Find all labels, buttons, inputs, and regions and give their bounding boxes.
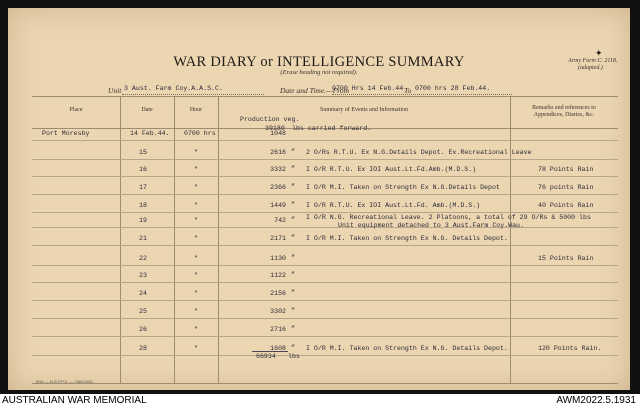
diary-page xyxy=(8,8,630,390)
unit-label: Unit xyxy=(108,86,122,95)
ditto-mark-icon: ” xyxy=(291,255,296,263)
row-date: 16 xyxy=(139,166,147,173)
row-production: 3332 xyxy=(270,166,286,173)
table-row-rule xyxy=(32,159,618,160)
row-event: I O/R M.I. Taken on Strength Ex N.G. Details Depot. xyxy=(306,345,508,352)
row-production: 1122 xyxy=(270,272,286,279)
table-row-rule xyxy=(32,282,618,283)
row-hour: 0700 hrs xyxy=(184,130,216,137)
unit-value: 3 Aust. Farm Coy.A.A.S.C. xyxy=(124,85,223,92)
row-date: 26 xyxy=(139,326,147,333)
row-production: 2366 xyxy=(270,184,286,191)
row-hour: " xyxy=(194,308,198,315)
row-hour: " xyxy=(194,149,198,156)
row-date: 15 xyxy=(139,149,147,156)
row-event: I O/R M.I. Taken on Strength Ex N.G. Details Depot. xyxy=(306,235,508,242)
page-title: WAR DIARY or INTELLIGENCE SUMMARY xyxy=(173,54,465,70)
table-bottom-rule xyxy=(32,383,618,384)
archive-name: AUSTRALIAN WAR MEMORIAL xyxy=(2,395,147,406)
print-line: B/W — N.G.P.P.S. — 7/66/1943. xyxy=(36,379,94,384)
row-production: 1449 xyxy=(270,202,286,209)
table-row-rule xyxy=(32,140,618,141)
row-event: 2 O/Rs R.T.U. Ex N.G.Details Depot. Ex.Recreational Leave xyxy=(306,149,532,156)
row-production: 1608 xyxy=(270,345,286,352)
row-hour: " xyxy=(194,184,198,191)
row-date: 17 xyxy=(139,184,147,191)
ditto-mark-icon: ” xyxy=(291,166,296,174)
date-time-label: Date and Time.—From xyxy=(280,86,350,95)
date-underline xyxy=(332,94,512,95)
from-value: 0700 Hrs 14 Feb.44 xyxy=(332,85,404,92)
row-event: I O/R N.G. Recreational Leave. 2 Platoons, a total of 29 O/Rs & 5000 lbs xyxy=(306,214,591,221)
totals-value: 66934 xyxy=(256,353,276,360)
ditto-mark-icon: ” xyxy=(291,326,296,334)
row-production: 2171 xyxy=(270,235,286,242)
row-production: 1048 xyxy=(270,130,286,137)
ditto-mark-icon: ” xyxy=(291,184,296,192)
row-event-continued: Unit equipment detached to 3 Aust.Farm Coy.Wau. xyxy=(338,222,524,229)
row-date: 25 xyxy=(139,308,147,315)
ditto-mark-icon: ” xyxy=(291,272,296,280)
row-hour: " xyxy=(194,345,198,352)
ditto-mark-icon: ” xyxy=(291,202,296,210)
row-event: I O/R R.T.U. Ex IOI Aust.Lt.Fd.Amb.(M.D.S.) xyxy=(306,166,477,173)
row-hour: " xyxy=(194,326,198,333)
col-header-remarks-2: Appendices, Diaries, &c. xyxy=(533,112,595,118)
row-date: 24 xyxy=(139,290,147,297)
row-hour: " xyxy=(194,272,198,279)
table-row-rule xyxy=(32,194,618,195)
ditto-mark-icon: ” xyxy=(291,235,296,243)
row-date: 19 xyxy=(139,217,147,224)
row-remark: 76 points Rain xyxy=(538,184,594,191)
row-hour: " xyxy=(194,255,198,262)
table-row-rule xyxy=(32,355,618,356)
ditto-mark-icon: ” xyxy=(291,345,296,353)
row-hour: " xyxy=(194,290,198,297)
row-date: 28 xyxy=(139,345,147,352)
totals-rule xyxy=(252,351,288,352)
row-date: 23 xyxy=(139,272,147,279)
ditto-mark-icon: ” xyxy=(291,308,296,316)
row-date: 22 xyxy=(139,255,147,262)
opening-total: 39180 xyxy=(265,125,285,132)
ditto-mark-icon: ” xyxy=(291,290,296,298)
to-label: To xyxy=(404,86,412,95)
row-hour: " xyxy=(194,217,198,224)
unit-underline xyxy=(122,94,264,95)
row-remark: 40 Points Rain xyxy=(538,202,594,209)
col-header-date: Date xyxy=(141,107,153,113)
production-header: Production veg. xyxy=(240,116,300,123)
to-value: 0700 hrs 28 Feb.44. xyxy=(415,85,491,92)
army-form-note: (adapted.) xyxy=(578,65,603,71)
totals-unit: lbs xyxy=(288,353,300,360)
table-row-rule xyxy=(32,336,618,337)
army-form-label: Army Form C. 2118. xyxy=(568,58,618,64)
table-row-rule xyxy=(32,227,618,228)
row-hour: " xyxy=(194,166,198,173)
table-row-rule xyxy=(32,300,618,301)
ditto-mark-icon: ” xyxy=(291,149,296,157)
row-production: 742 xyxy=(274,217,286,224)
row-production: 2716 xyxy=(270,326,286,333)
row-production: 1130 xyxy=(270,255,286,262)
row-production: 3302 xyxy=(270,308,286,315)
row-hour: " xyxy=(194,235,198,242)
table-row-rule xyxy=(32,265,618,266)
col-header-remarks-1: Remarks and references to xyxy=(532,105,596,111)
col-header-place: Place xyxy=(69,107,83,113)
row-remark: 15 Points Rain xyxy=(538,255,594,262)
col-header-summary: Summary of Events and Information xyxy=(320,107,408,113)
page-subtitle: (Erase heading not required). xyxy=(280,69,358,76)
row-date: 14 Feb.44. xyxy=(130,130,170,137)
archive-reference: AWM2022.5.1931 xyxy=(556,395,636,406)
col-header-hour: Hour xyxy=(189,107,203,113)
row-production: 2156 xyxy=(270,290,286,297)
ink-mark-icon: ✦ xyxy=(595,48,603,58)
row-date: 21 xyxy=(139,235,147,242)
table-row-rule xyxy=(32,245,618,246)
row-place: Port Moresby xyxy=(42,130,90,137)
row-date: 18 xyxy=(139,202,147,209)
row-event: I O/R M.I. Taken on Strength Ex N.G.Details Depot xyxy=(306,184,500,191)
table-row-rule xyxy=(32,318,618,319)
opening-unit: lbs carried forward. xyxy=(292,125,372,132)
row-remark: 120 Points Rain. xyxy=(538,345,602,352)
ditto-mark-icon: ” xyxy=(291,217,296,225)
row-production: 2616 xyxy=(270,149,286,156)
row-remark: 78 Points Rain xyxy=(538,166,594,173)
row-event: I O/R R.T.U. Ex IOI Aust.Lt.Fd. Amb.(M.D.S.) xyxy=(306,202,481,209)
table-row-rule xyxy=(32,176,618,177)
table-row-rule xyxy=(32,212,618,213)
row-hour: " xyxy=(194,202,198,209)
archive-footer xyxy=(0,394,640,409)
